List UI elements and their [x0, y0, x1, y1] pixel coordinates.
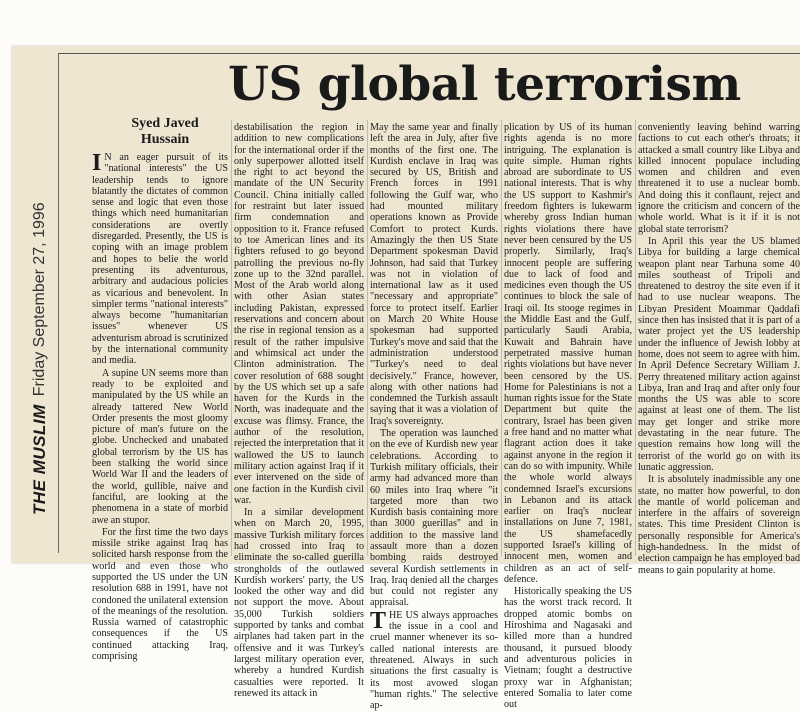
article-column-4: [504, 122, 632, 711]
masthead-strip: [22, 60, 56, 530]
byline-last: Hussain: [140, 132, 190, 147]
column-paragraph: Historically speaking the US has the worst track record. It dropped atomic bombs on Hiroshima and Nagasaki and killed more than a hundred thousand, it pursued bloody and adventurous policies in Vietnam; fought a destructive proxy war in Afghanistan; entered Somalia to later come out: [504, 586, 632, 711]
article-headline: US global terrorism: [228, 57, 741, 112]
article-column-1: [92, 150, 228, 663]
column-separator: [231, 120, 232, 556]
column-paragraph: In a similar development when on March 20, 1995, massive Turkish military forces had crossed into Iraq to eliminate the so-called guerilla strongholds of the outlawed Kurdish workers' party, the US looked the other way and did not support the move. About 35,000 Turkish soldiers supported by tanks and combat airplanes had taken part in the offensive and it was Turkey's largest military operation ever, whereby a hundred Kurdish casualties were reported. It renewed its attack in: [234, 507, 364, 699]
column-paragraph: The operation was launched on the eve of Kurdish new year celebrations. According to Turkish military officials, their army had advanced more than 60 miles into Iraq where "it targeted more than two Kurdish basis containing more than 3000 guerillas" and in addition to the massive land assault more than a dozen bombing raids destroyed several Kurdish settlements in Iraq. Iraq denied all the charges but could not register any appraisal.: [370, 428, 498, 609]
column-paragraph: For the first time the two days missile strike against Iraq has solicited harsh response from the world and even those who supported the US under the UN resolution 688 in 1991, have not condoned the unilateral extension of the meanings of the resolution. Russia warned of catastrophic consequences if the US continued attacking Iraq, comprising: [92, 526, 228, 663]
top-rule: [58, 53, 800, 54]
column-paragraph: May the same year and finally left the area in July, after five months of the first one. The Kurdish enclave in Iraq was secured by US, British and French forces in 1991 following the Gulf war, who had mounted military operations known as Provide Comfort to protect Kurds. Amazingly the then US State Department spokesman David Johnson, had said that Turkey was not in violation of international law as it used "necessary and appropriate" force to protect itself. Earlier on March 20 White House spokesman had supported Turkey's move and said that the administration understood "Turkey's need to deal decisively." France, however, along with other nations had condemned the Turkish assault saying that it was a violation of Iraq's sovereignty.: [370, 122, 498, 427]
column-paragraph: plication by US of its human rights agenda is no more intriguing. The explanation is quite simple. Human rights abroad are subordinate to US national interests. That is why the US support to Kashmir's freedom fighters is lukewarm whereby gross Indian human rights violations there have never been censured by the US properly. Similarly, Iraq's innocent people are suffering due to lack of food and medicines even though the US continues to block the sale of Iraqi oil. Its stooge regimes in the Middle East and the Gulf, particularly Saudi Arabia, Kuwait and Bahrain have perpetrated massive human rights violations but have never been censored by the US. Home for Palestinians is not a human rights issue for the State Department but quite the contrary, Israel has been given a free hand and no matter what flagrant action does it take against anyone in the region it can do so with impunity. While the whole world always condemned Israel's excursions in Lebanon and its attack earlier on Iraq's nuclear installations on June 7, 1981, the US shamefacedly supported Israel's killing of innocent men, women and children as an act of self-defence.: [504, 122, 632, 585]
drop-cap: I: [92, 150, 102, 176]
byline: [95, 116, 235, 148]
article-column-3: [370, 122, 498, 711]
left-rule: [58, 53, 59, 553]
drop-cap: T: [370, 607, 387, 634]
column-paragraph: In April this year the US blamed Libya for building a large chemical weapon plant near Tarhuna some 40 miles southeast of Tripoli and threatened to destroy the site even if it had to use nuclear weapons. The Libyan President Moammar Qaddafi since then has insisted that it is part of a water project yet the US leadership under the influence of Jewish lobby at home, does not seem to agree with him. In April Defence Secretary William J. Perry threatened military action against Libya, Iran and Iraq and after only four months the US was able to score against at least one of them. The list may get longer and strike more devastating in the near future. The question remains how long will the terrorist of the world go on with its lunatic aggression.: [638, 235, 800, 473]
column-paragraph: A supine UN seems more than ready to be exploited and manipulated by the US while an already tattered New World Order presents the most gloomy picture of man's future on the globe. Unchecked and unabated global terrorism by the US has been stalking the world since World War II and the leaders of the world, gullible, naive and fanciful, are looking at the phenomena in a state of morbid awe an stupor.: [92, 367, 228, 526]
column-separator: [635, 120, 636, 556]
masthead-rotated: [23, 75, 57, 515]
publication-date: Friday September 27, 1996: [31, 202, 48, 397]
column-paragraph: I N an eager pursuit of its "national interests" the US leadership tends to ignore blatantly the dictates of common sense and logic that even those things which need humanitarian considerations are overtly disregarded. Presently, the US is coping with an image problem and hopes to belie the world presenting its adventurous, arbitrary and audacious policies as vicarious and benevolent. In simpler terms "national interests" always become "humanitarian issues" whenever US adventurism abroad is scrutinized by the international community and media.: [92, 150, 228, 367]
column-paragraph: conveniently leaving behind warring factions to cut each other's throats; it attacked a small country like Libya and killed innocent populace including women and children and even threatened it to use a nuclear bomb. And doing this it conflaunt, reject and ignore the criticism and concern of the whole world. What is it if it is not global state terrorism?: [638, 122, 800, 235]
column-separator: [367, 120, 368, 556]
column-paragraph: It is absolutely inadmissible any one state, no matter how powerful, to don the mantle of world policeman and interfere in the affairs of sovereign states. This time President Clinton is personally responsible for America's high-handedness. In the midst of election campaign he has employed bad means to gain popularity at home.: [638, 474, 800, 576]
column-paragraph: THE US always approaches the issue in a cool and cruel manner whenever its so-called national interests are threatened. Always in such situations the first casualty is its most avowed slogan "human rights." The selective ap-: [370, 607, 498, 711]
column-paragraph: destabilisation the region in addition to new complications for the international order if the only superpower allotted itself the right to act beyond the mandate of the UN Security Council. China initially called for restraint but later issued firm condemnation and opposition to it. France refused to toe American lines and its fighters refused to go beyond patrolling the previous no-fly zone up to the 32nd parallel. Most of the Arab world along with other Asian states including Pakistan, expressed reservations and concern about the rise in regional tension as a result of the rather impulsive and whimsical act under the Clinton administration. The cover resolution of 688 sought by the US which set up a safe haven for the Kurds in the North, was inadequate and the excuse was flimsy. France, the author of the resolution, rejected the interpretation that it wallowed the US to launch military action against Iraq if it ever intervened on the side of one faction in the Kurdish civil war.: [234, 122, 364, 506]
byline-first: Syed Javed: [131, 116, 199, 131]
article-column-2: [234, 122, 364, 699]
article-column-5: [638, 122, 800, 576]
column-separator: [501, 120, 502, 556]
publication-name: THE MUSLIM: [30, 404, 49, 515]
